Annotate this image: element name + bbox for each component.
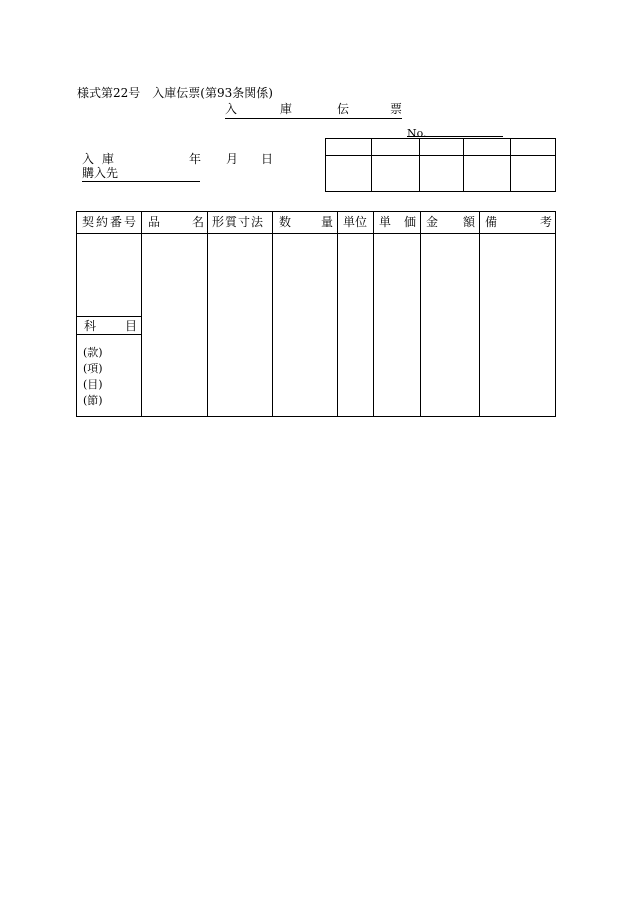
header-shape-dimensions: 形質寸法 xyxy=(212,215,265,229)
budget-item-setsu: (節) xyxy=(83,394,103,407)
header-remarks: 備 xyxy=(485,215,498,229)
approval-stamp-box xyxy=(325,138,556,192)
supplier-label: 購入先 xyxy=(82,166,119,180)
receipt-label-char: 庫 xyxy=(102,152,115,166)
header-amount: 額 xyxy=(463,215,476,229)
document-number-field[interactable] xyxy=(407,122,503,140)
title-char: 伝 xyxy=(337,102,350,116)
subject-label: 目 xyxy=(125,319,138,333)
form-number-label: 様式第22号 入庫伝票(第93条関係) xyxy=(77,86,273,100)
header-quantity: 量 xyxy=(321,215,334,229)
header-contract-number: 契約番号 xyxy=(82,215,139,229)
year-label: 年 xyxy=(189,152,202,166)
header-quantity: 数 xyxy=(279,215,292,229)
page-title xyxy=(225,102,402,119)
no-label: No. xyxy=(407,127,427,140)
month-label: 月 xyxy=(226,152,239,166)
budget-item-moku: (目) xyxy=(83,378,103,391)
header-item-name: 品 xyxy=(148,215,161,229)
header-item-name: 名 xyxy=(192,215,205,229)
subject-label: 科 xyxy=(84,319,97,333)
header-amount: 金 xyxy=(426,215,439,229)
title-char: 票 xyxy=(390,102,403,116)
header-unit-price: 価 xyxy=(404,215,417,229)
items-table xyxy=(76,211,556,417)
receipt-label-char: 入 xyxy=(82,152,95,166)
budget-item-kou: (項) xyxy=(83,362,103,375)
title-char: 庫 xyxy=(280,102,293,116)
supplier-field[interactable] xyxy=(82,166,200,182)
budget-item-kan: (款) xyxy=(83,346,103,359)
header-remarks: 考 xyxy=(540,215,553,229)
title-char: 入 xyxy=(225,102,238,116)
header-unit: 単位 xyxy=(343,215,368,229)
receipt-date-line xyxy=(82,152,282,166)
day-label: 日 xyxy=(261,152,274,166)
header-unit-price: 単 xyxy=(379,215,392,229)
